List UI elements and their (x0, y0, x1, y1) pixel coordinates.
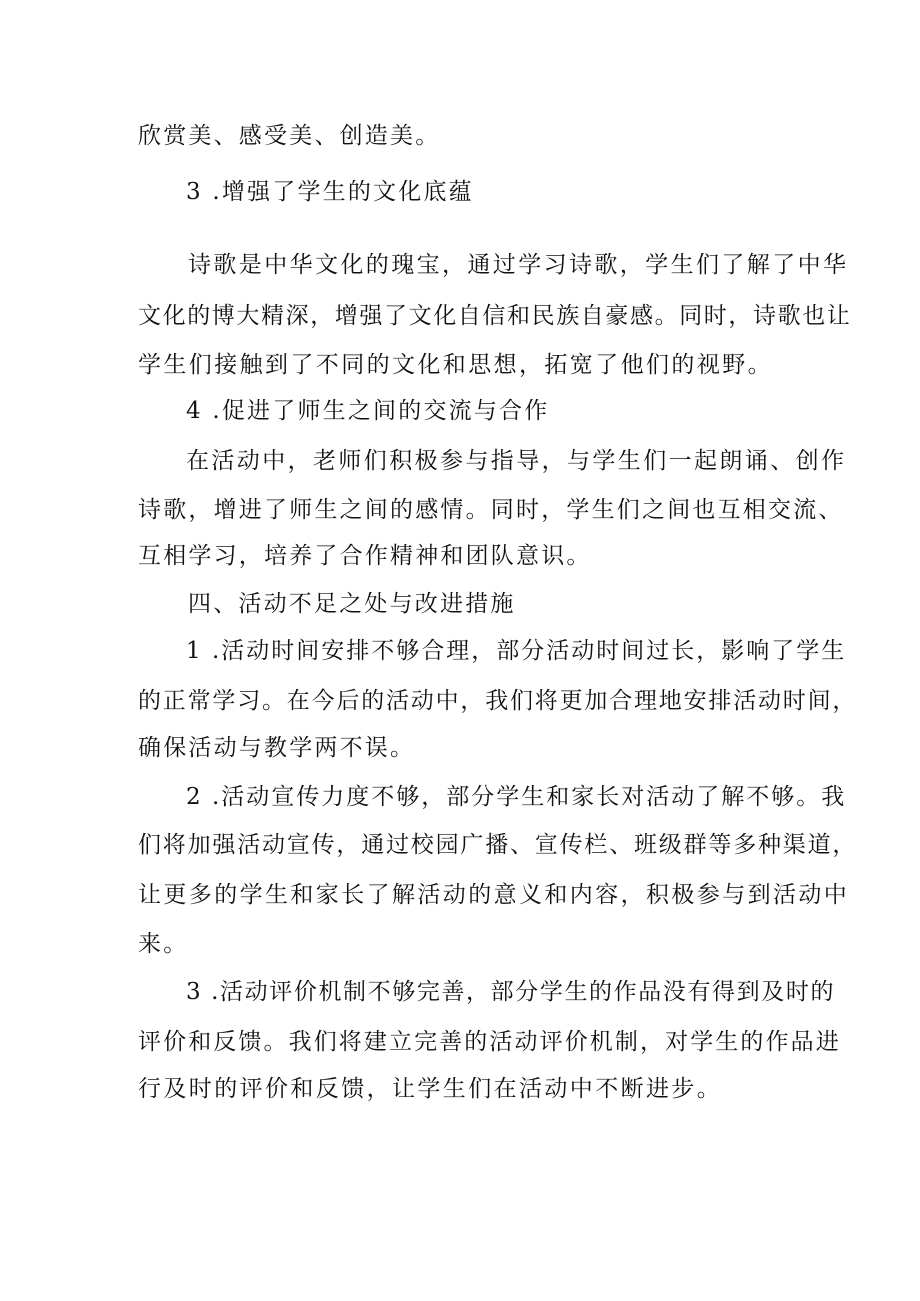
paragraph-line: 3 .活动评价机制不够完善，部分学生的作品没有得到及时的 (186, 979, 836, 1005)
paragraph-line: 1 .活动时间安排不够合理，部分活动时间过长，影响了学生 (186, 638, 847, 664)
paragraph-line: 确保活动与教学两不误。 (138, 735, 416, 761)
paragraph-line: 行及时的评价和反馈，让学生们在活动中不断进步。 (138, 1076, 723, 1102)
paragraph-line: 在活动中，老师们积极参与指导，与学生们一起朗诵、创作 (186, 448, 847, 474)
paragraph-line: 让更多的学生和家长了解活动的意义和内容，积极参与到活动中 (138, 882, 850, 908)
section-heading: 四、活动不足之处与改进措施 (188, 591, 516, 617)
paragraph-line: 来。 (138, 931, 189, 957)
paragraph-line: 诗歌是中华文化的瑰宝，通过学习诗歌，学生们了解了中华 (188, 252, 849, 278)
paragraph-line: 2 .活动宣传力度不够，部分学生和家长对活动了解不够。我 (186, 784, 847, 810)
paragraph-line: 们将加强活动宣传，通过校园广播、宣传栏、班级群等多种渠道， (138, 832, 858, 858)
section-heading: 3 .增强了学生的文化底蕴 (186, 179, 474, 205)
paragraph-line: 文化的博大精深，增强了文化自信和民族自豪感。同时，诗歌也让 (138, 303, 852, 329)
paragraph-line: 互相学习，培养了合作精神和团队意识。 (138, 543, 592, 569)
section-heading: 4 .促进了师生之间的交流与合作 (186, 398, 550, 424)
paragraph-line: 学生们接触到了不同的文化和思想，拓宽了他们的视野。 (138, 352, 773, 378)
paragraph-line: 评价和反馈。我们将建立完善的活动评价机制，对学生的作品进 (138, 1029, 841, 1055)
paragraph-line: 的正常学习。在今后的活动中，我们将更加合理地安排活动时间， (138, 688, 858, 714)
paragraph-line: 欣赏美、感受美、创造美。 (138, 123, 441, 149)
paragraph-line: 诗歌，增进了师生之间的感情。同时，学生们之间也互相交流、 (138, 497, 844, 523)
